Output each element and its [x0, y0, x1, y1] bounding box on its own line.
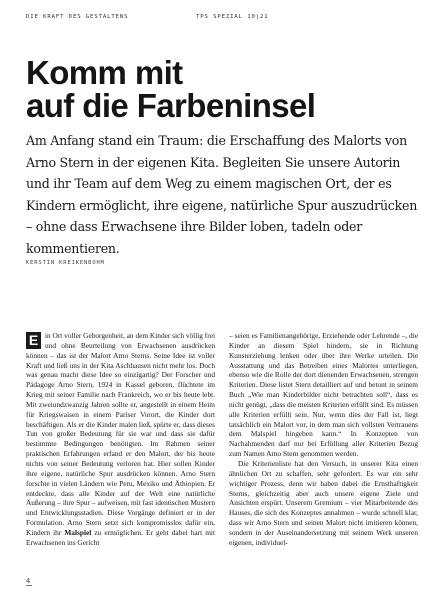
article-title [26, 56, 426, 122]
title-line-2: auf die Farbeninsel [26, 87, 316, 124]
header-section: DIE KRAFT DES GESTALTENS [26, 14, 129, 20]
running-header [26, 14, 421, 24]
emphasis-malspiel: Malspiel [64, 527, 92, 537]
body-text: in Ort voller Geborgenheit, an dem Kinder sich völlig frei und ohne Beurteilung von Erwachsenen ausdrücken können – das ist der Malort Arno Sterns. Seine Idee ist voller Kraft und ließ uns in der Kita Aschhausen nicht mehr los. Doch was genau macht diese Idee so einzigartig? Der Forscher und Pädagoge Arno Stern, 1924 in Kassel geboren, flüchtete im Krieg mit seiner Familie nach Frankreich, wo er bis heute lebt. Mit zweiundzwanzig Jahren sollte er, angestellt in einem Heim für Kriegswaisen in einem Pariser Vorort, die Kinder dort beschäftigen. Als er die Kinder malen ließ, spürte er, dass dieses Tun von großer Bedeutung für sie war und dass sie dafür bestimmte Bedingungen benötigten. Im Rahmen seiner praktischen Erfahrungen erfand er den Malort, der bis heute nichts von seiner Bedeutung verloren hat. Hier sollen Kinder ihre eigene, natürliche Spur ausdrücken können. Arno Stern forschte in vielen Ländern wie Peru, Mexiko und Äthiopien. Er entdeckte, dass alle Kinder auf der Welt eine natürliche Äußerung – ihre Spur – aufweisen, mit fast identischen Mustern und Entwicklungsstadien. Diese Vorgänge definiert er in der Formulation. Arno Stern setzt sich kompromisslos dafür ein, Kindern ihr [26, 331, 215, 537]
body-column-right [229, 331, 418, 548]
page-number: 4 [26, 577, 31, 585]
author-byline: KERSTIN KREIKENBOHM [26, 260, 105, 266]
drop-cap: E [26, 332, 41, 349]
body-column-left [26, 331, 215, 548]
body-paragraph: Die Kriterienliste hat den Versuch, in unserer Kita einen ähnlichen Ort zu schaffen, sehr gefordert. Es war ein sehr wichtiger Prozess, denn wir haben dabei die Ernsthaftigkeit Sterns, gleichzeitig aber auch unsere eigene Ziele und Ansichten erspürt. Unserem Gremium – vier Mitarbeitende des Hauses, die sich des Konzeptes annahmen – wurde schnell klar, dass wir Arno Stern und seinen Malort nicht imitieren können, sondern in der Auseinandersetzung mit seinem Werk unseren eigenen, individuel- [229, 458, 418, 547]
page-number-rule [26, 585, 32, 586]
lead-paragraph: Am Anfang stand ein Traum: die Erschaffung des Malorts von Arno Stern in der eigenen Kita. Begleiten Sie unsere Autorin und ihr Team auf dem Weg zu einem magischen Ort, der es Kindern ermöglicht, ihre eigene, natürliche Spur auszudrücken – ohne dass Erwachsene ihre Bilder loben, tadeln oder kommentieren. [26, 133, 418, 256]
body-paragraph: – seien es Familienangehörige, Erziehende oder Lehrende –, die Kinder an diesem Spiel hindern, sie in Richtung Kunsterziehung lenken oder über ihre Werke urteilen. Die Ausstattung und das Betreiben eines Malortes unterliegen, ebenso wie die Rolle der dort dienenden Erwachsenen, strengen Kriterien. Diese listet Stern detailliert auf und betont in seinem Buch „Wie man Kinderbilder nicht betrachten soll“, dass es nicht genügt, „dass die meisten Kriterien erfüllt sind. Es müssen alle Kriterien erfüllt sein. Nur, wenn dies der Fall ist, liegt tatsächlich ein Malort vor, in dem man sich vollsten Vertrauens dem Malspiel hingeben kann.“ In Konzepten von Nachahmenden darf nur bei Erfüllung aller Kriterien Bezug zum Namen Arno Stern genommen werden. [229, 331, 418, 459]
title-line-1: Komm mit [26, 54, 183, 91]
body-text: zu ermöglichen. Er geht dabei hart mit Erwachsenen ins Gericht [26, 527, 215, 547]
body-paragraph [26, 331, 215, 548]
header-issue: TPS SPEZIAL 10|21 [196, 14, 269, 20]
